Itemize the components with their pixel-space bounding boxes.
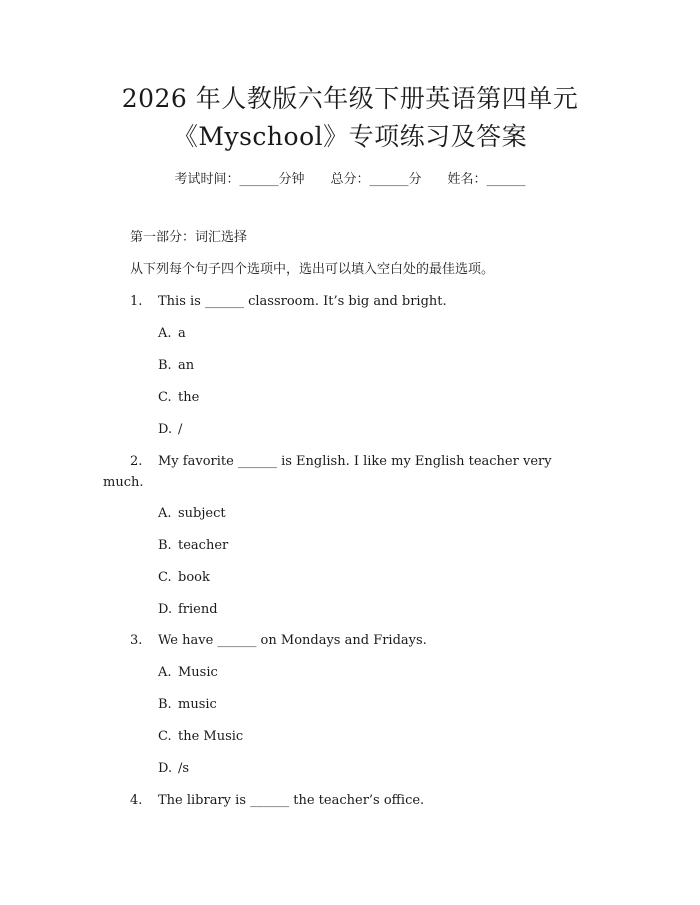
option-letter: A. xyxy=(158,506,172,521)
option-text: an xyxy=(178,358,195,373)
option-text: the xyxy=(178,390,200,405)
option-text: /s xyxy=(178,761,190,776)
option-letter: B. xyxy=(158,538,172,553)
option-2c xyxy=(158,569,210,587)
option-letter: C. xyxy=(158,570,172,585)
option-3c xyxy=(158,728,243,746)
exam-info xyxy=(0,168,700,187)
option-text: book xyxy=(178,570,210,585)
option-letter: D. xyxy=(158,422,173,437)
option-1a xyxy=(158,325,186,343)
question-number: 3. xyxy=(130,633,143,648)
question-text: We have ______ on Mondays and Fridays. xyxy=(158,633,427,648)
option-letter: D. xyxy=(158,761,173,776)
question-number: 4. xyxy=(130,793,143,808)
option-2d xyxy=(158,601,218,619)
option-text: a xyxy=(178,326,186,341)
option-3a xyxy=(158,664,218,682)
question-2-continuation: much. xyxy=(103,475,144,490)
option-letter: B. xyxy=(158,697,172,712)
option-letter: C. xyxy=(158,729,172,744)
option-text: Music xyxy=(178,665,218,680)
option-text: music xyxy=(178,697,217,712)
option-text: / xyxy=(178,422,183,437)
question-number: 1. xyxy=(130,294,143,309)
option-1d xyxy=(158,421,182,439)
document-title-line-1: 2026 年人教版六年级下册英语第四单元 xyxy=(121,84,579,113)
option-text: teacher xyxy=(178,538,229,553)
option-2b xyxy=(158,537,228,555)
question-text: The library is ______ the teacher’s office. xyxy=(158,793,425,808)
option-text: the Music xyxy=(178,729,244,744)
option-letter: C. xyxy=(158,390,172,405)
exam-name-field: 姓名：______ xyxy=(447,172,526,187)
option-2a xyxy=(158,505,226,523)
option-3b xyxy=(158,696,217,714)
exam-score-field: 总分：______分 xyxy=(330,172,422,187)
option-letter: A. xyxy=(158,326,172,341)
option-text: subject xyxy=(178,506,226,521)
option-letter: D. xyxy=(158,602,173,617)
exam-time-field: 考试时间：______分钟 xyxy=(174,172,305,187)
option-text: friend xyxy=(178,602,218,617)
option-1b xyxy=(158,357,194,375)
option-letter: A. xyxy=(158,665,172,680)
question-number: 2. xyxy=(130,454,143,469)
section-instruction: 从下列每个句子四个选项中，选出可以填入空白处的最佳选项。 xyxy=(130,262,495,277)
option-3d xyxy=(158,760,189,778)
option-letter: B. xyxy=(158,358,172,373)
question-text: My favorite ______ is English. I like my English teacher very xyxy=(158,454,552,469)
question-text: This is ______ classroom. It’s big and bright. xyxy=(158,294,447,309)
section-heading: 第一部分：词汇选择 xyxy=(130,230,248,245)
document-title-line-2: 《Myschool》专项练习及答案 xyxy=(172,122,528,151)
option-1c xyxy=(158,389,199,407)
